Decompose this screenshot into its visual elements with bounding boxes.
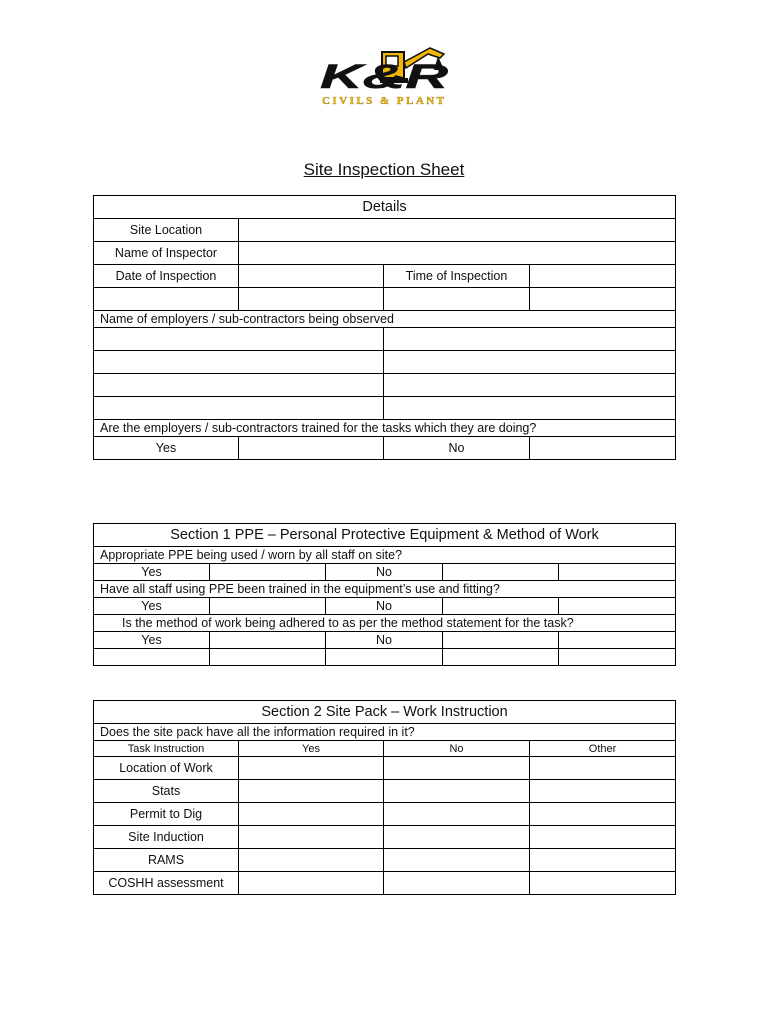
ppe-used-yes-label: Yes — [94, 564, 210, 581]
column-header-yes: Yes — [239, 741, 384, 757]
task-label-coshh-assessment: COSHH assessment — [94, 872, 239, 895]
task-label-location-of-work: Location of Work — [94, 757, 239, 780]
site-pack-question: Does the site pack have all the information required in it? — [94, 724, 676, 741]
trained-no-label: No — [384, 437, 530, 460]
page-title: Site Inspection Sheet — [303, 160, 465, 179]
ppe-used-extra-field[interactable] — [559, 564, 676, 581]
blank-cell[interactable] — [210, 649, 326, 666]
table-row — [94, 826, 676, 849]
column-header-task: Task Instruction — [94, 741, 239, 757]
section2-table — [93, 700, 676, 895]
employer-field[interactable] — [384, 397, 676, 420]
inspector-name-label: Name of Inspector — [94, 242, 239, 265]
site-location-field[interactable] — [239, 219, 676, 242]
ppe-trained-yes-field[interactable] — [210, 598, 326, 615]
employer-field[interactable] — [384, 374, 676, 397]
employer-field[interactable] — [94, 351, 384, 374]
task-other-field[interactable] — [530, 803, 676, 826]
logo-tagline: CIVILS & PLANT — [322, 95, 444, 107]
task-yes-field[interactable] — [239, 872, 384, 895]
trained-no-field[interactable] — [530, 437, 676, 460]
employers-label: Name of employers / sub-contractors being observed — [94, 311, 676, 328]
inspection-date-field[interactable] — [239, 265, 384, 288]
inspection-time-label: Time of Inspection — [384, 265, 530, 288]
blank-cell[interactable] — [326, 649, 443, 666]
column-header-no: No — [384, 741, 530, 757]
task-yes-field[interactable] — [239, 849, 384, 872]
task-other-field[interactable] — [530, 780, 676, 803]
table-row — [94, 757, 676, 780]
method-yes-label: Yes — [94, 632, 210, 649]
trained-yes-label: Yes — [94, 437, 239, 460]
task-no-field[interactable] — [384, 826, 530, 849]
details-heading: Details — [94, 196, 676, 219]
employer-field[interactable] — [94, 328, 384, 351]
details-table — [93, 195, 676, 460]
task-no-field[interactable] — [384, 872, 530, 895]
task-no-field[interactable] — [384, 780, 530, 803]
blank-cell[interactable] — [94, 649, 210, 666]
task-yes-field[interactable] — [239, 803, 384, 826]
inspection-date-label: Date of Inspection — [94, 265, 239, 288]
method-question: Is the method of work being adhered to as per the method statement for the task? — [94, 615, 676, 632]
blank-cell[interactable] — [443, 649, 559, 666]
ppe-trained-yes-label: Yes — [94, 598, 210, 615]
task-yes-field[interactable] — [239, 757, 384, 780]
method-yes-field[interactable] — [210, 632, 326, 649]
table-row — [94, 803, 676, 826]
column-header-other: Other — [530, 741, 676, 757]
task-other-field[interactable] — [530, 849, 676, 872]
section1-heading: Section 1 PPE – Personal Protective Equipment & Method of Work — [94, 524, 676, 547]
employer-field[interactable] — [94, 374, 384, 397]
ppe-trained-no-label: No — [326, 598, 443, 615]
ppe-used-no-field[interactable] — [443, 564, 559, 581]
blank-cell[interactable] — [239, 288, 384, 311]
task-label-permit-to-dig: Permit to Dig — [94, 803, 239, 826]
ppe-used-question: Appropriate PPE being used / worn by all staff on site? — [94, 547, 676, 564]
table-row — [94, 849, 676, 872]
method-extra-field[interactable] — [559, 632, 676, 649]
task-other-field[interactable] — [530, 872, 676, 895]
task-label-rams: RAMS — [94, 849, 239, 872]
blank-cell[interactable] — [559, 649, 676, 666]
task-label-site-induction: Site Induction — [94, 826, 239, 849]
task-no-field[interactable] — [384, 849, 530, 872]
employer-field[interactable] — [384, 351, 676, 374]
ppe-trained-no-field[interactable] — [443, 598, 559, 615]
trained-question: Are the employers / sub-contractors trained for the tasks which they are doing? — [94, 420, 676, 437]
blank-cell[interactable] — [384, 288, 530, 311]
method-no-label: No — [326, 632, 443, 649]
ppe-used-yes-field[interactable] — [210, 564, 326, 581]
table-row — [94, 872, 676, 895]
task-no-field[interactable] — [384, 757, 530, 780]
blank-cell[interactable] — [530, 288, 676, 311]
task-other-field[interactable] — [530, 757, 676, 780]
ppe-trained-extra-field[interactable] — [559, 598, 676, 615]
section1-table — [93, 523, 676, 666]
task-label-stats: Stats — [94, 780, 239, 803]
inspector-name-field[interactable] — [239, 242, 676, 265]
method-no-field[interactable] — [443, 632, 559, 649]
ppe-trained-question: Have all staff using PPE been trained in the equipment’s use and fitting? — [94, 581, 676, 598]
task-yes-field[interactable] — [239, 826, 384, 849]
site-location-label: Site Location — [94, 219, 239, 242]
employer-field[interactable] — [94, 397, 384, 420]
company-logo — [318, 44, 450, 108]
table-row — [94, 780, 676, 803]
ppe-used-no-label: No — [326, 564, 443, 581]
blank-cell[interactable] — [94, 288, 239, 311]
employer-field[interactable] — [384, 328, 676, 351]
task-yes-field[interactable] — [239, 780, 384, 803]
inspection-time-field[interactable] — [530, 265, 676, 288]
section2-heading: Section 2 Site Pack – Work Instruction — [94, 701, 676, 724]
task-other-field[interactable] — [530, 826, 676, 849]
logo-brand-text: K&R — [320, 58, 449, 96]
task-no-field[interactable] — [384, 803, 530, 826]
trained-yes-field[interactable] — [239, 437, 384, 460]
